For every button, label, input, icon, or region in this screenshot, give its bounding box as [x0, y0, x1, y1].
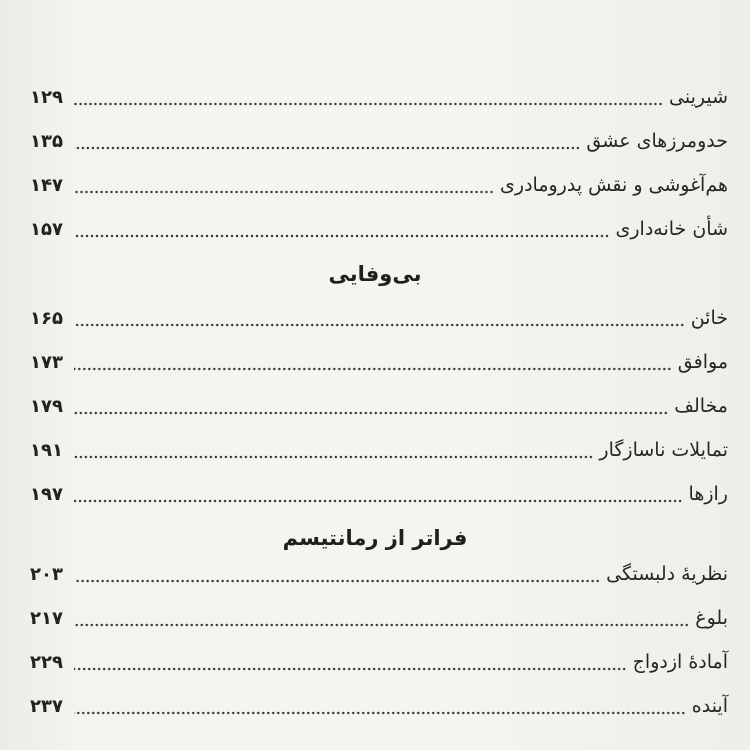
toc-entry: [30, 688, 728, 724]
toc-entry-title: موافق: [677, 351, 728, 373]
toc-entry-title: مخالف: [674, 395, 728, 417]
toc-entry-title: هم‌آغوشی و نقش پدرومادری: [500, 174, 728, 196]
toc-entry-title: خائن: [690, 307, 728, 329]
toc-entry-title: آمادهٔ ازدواج: [632, 651, 728, 673]
dot-leader: [74, 667, 627, 671]
dot-leader: [74, 579, 600, 583]
toc-entry-page: ۱۶۵: [30, 307, 63, 329]
toc-entry: [30, 300, 728, 336]
dot-leader: [74, 102, 663, 106]
dot-leader: [74, 234, 610, 238]
toc-entry-page: ۲۱۷: [30, 607, 63, 629]
toc-entry-title: شیرینی: [669, 86, 728, 108]
toc-entry-title: بلوغ: [695, 607, 728, 629]
toc-entry-title: تمایلات ناسازگار: [599, 439, 728, 461]
dot-leader: [74, 455, 593, 459]
toc-entry: [30, 556, 728, 592]
toc-entry: [30, 644, 728, 680]
toc-entry-page: ۲۳۷: [30, 695, 63, 717]
toc-entry-page: ۱۷۹: [30, 395, 63, 417]
toc-entry: [30, 600, 728, 636]
dot-leader: [74, 146, 580, 150]
section-heading: فراتر از رمانتیسم: [282, 526, 468, 550]
toc-entry: [30, 388, 728, 424]
toc-entry-title: شأن خانه‌داری: [615, 218, 728, 240]
toc-entry-page: ۲۲۹: [30, 651, 63, 673]
toc-entry-page: ۱۹۱: [30, 439, 63, 461]
toc-entry-page: ۱۲۹: [30, 86, 63, 108]
toc-entry-title: حدومرزهای عشق: [586, 130, 728, 152]
toc-entry: [30, 344, 728, 380]
toc-entry-page: ۱۷۳: [30, 351, 63, 373]
toc-entry: [30, 123, 728, 159]
section-heading: بی‌وفایی: [328, 262, 422, 286]
toc-entry-page: ۱۵۷: [30, 218, 63, 240]
dot-leader: [74, 367, 672, 371]
toc-entry: [30, 476, 728, 512]
dot-leader: [74, 411, 668, 415]
toc-entry-title: آینده: [691, 695, 728, 717]
toc-entry: [30, 167, 728, 203]
toc-entry: [30, 211, 728, 247]
dot-leader: [74, 623, 689, 627]
toc-entry: [30, 432, 728, 468]
toc-entry-title: نظریهٔ دلبستگی: [606, 563, 728, 585]
dot-leader: [74, 190, 494, 194]
toc-entry-page: ۱۳۵: [30, 130, 63, 152]
toc-entry-page: ۲۰۳: [30, 563, 63, 585]
toc-entry-page: ۱۹۷: [30, 483, 63, 505]
toc-entry-page: ۱۴۷: [30, 174, 63, 196]
toc-entry: [30, 79, 728, 115]
dot-leader: [74, 499, 683, 503]
dot-leader: [74, 323, 685, 327]
dot-leader: [74, 711, 686, 715]
toc-entry-title: رازها: [688, 483, 728, 505]
